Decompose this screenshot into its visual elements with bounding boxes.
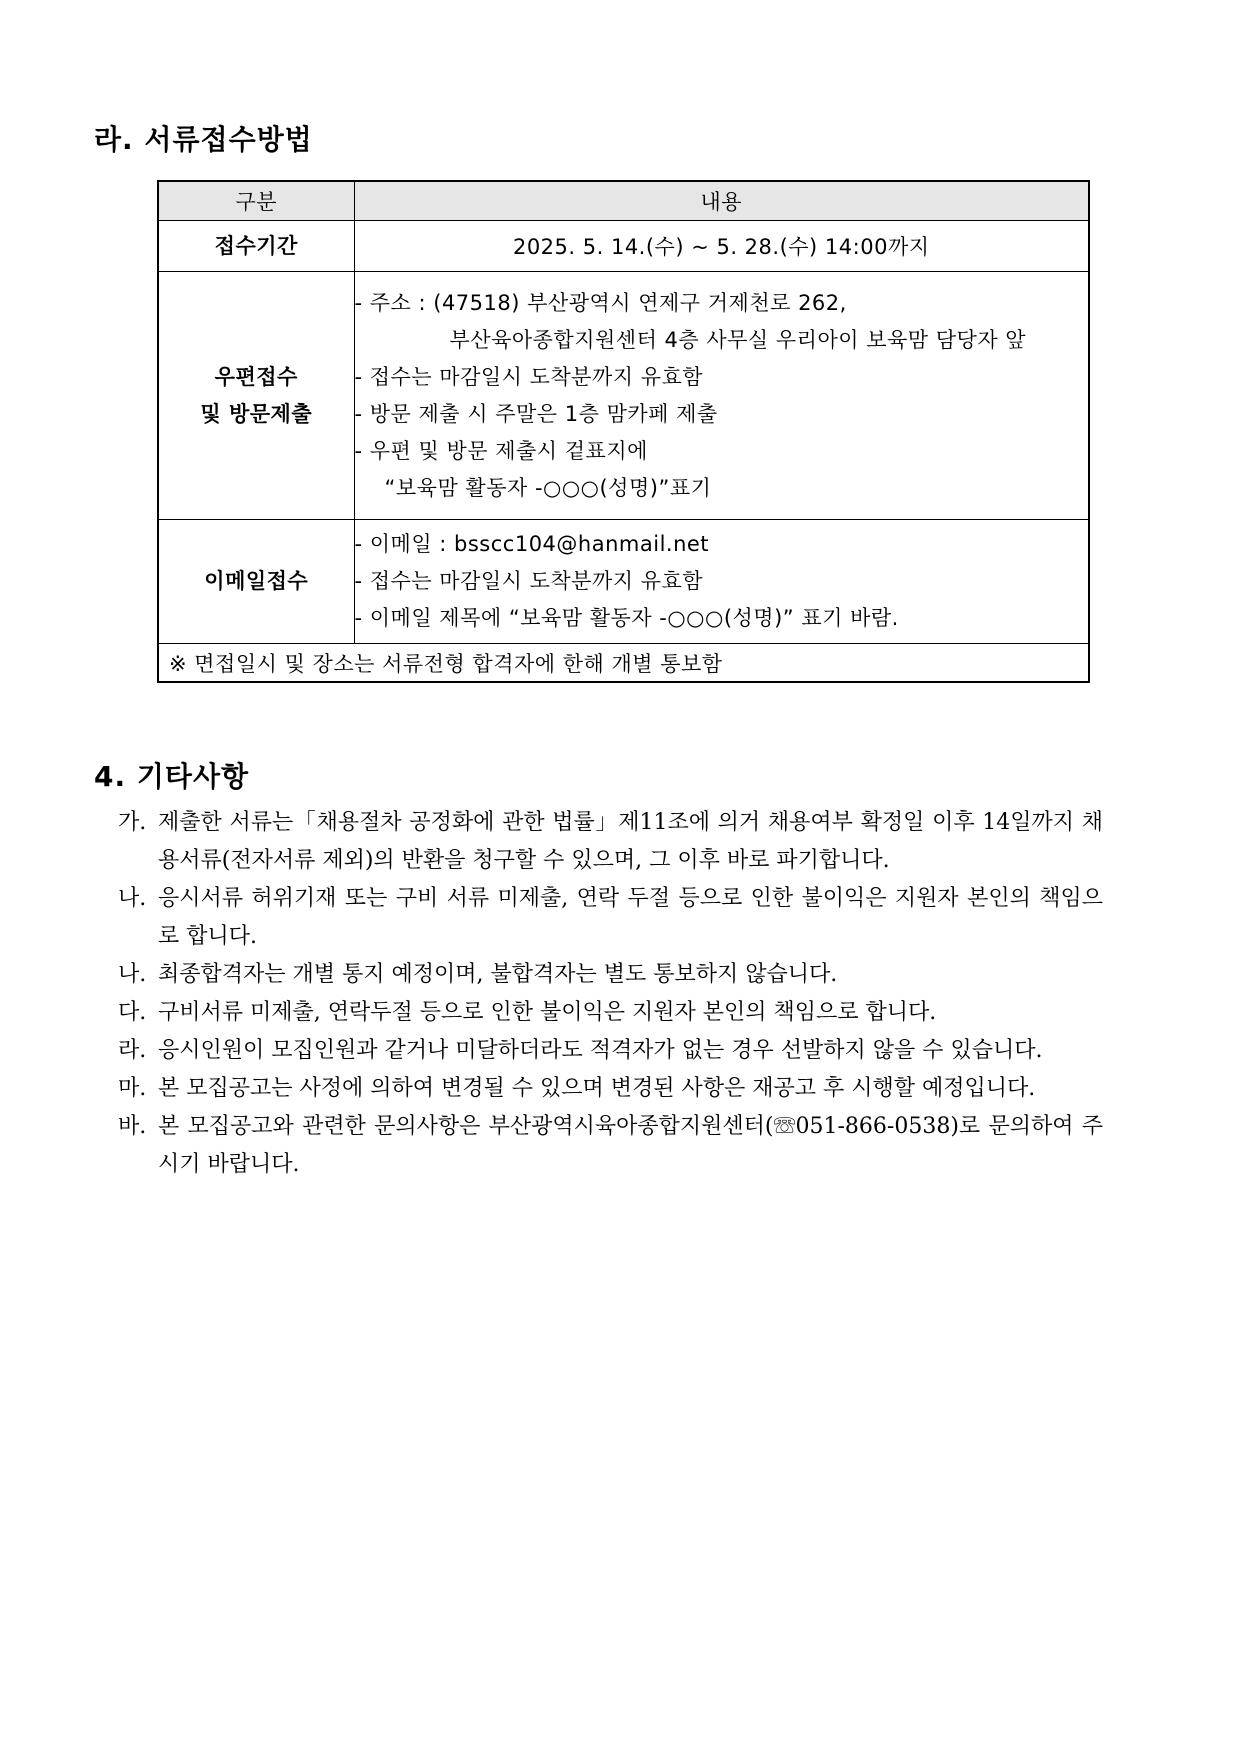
list-item — [118, 880, 1103, 956]
list-item-mark: 다. — [118, 1000, 147, 1025]
list-item — [118, 804, 1103, 880]
post-label — [158, 272, 354, 520]
period-label: 접수기간 — [158, 221, 354, 272]
post-cover-line: - 우편 및 방문 제출시 겉표지에 — [354, 438, 648, 463]
submission-method-table — [157, 180, 1090, 683]
list-item-text: 구비서류 미제출, 연락두절 등으로 인한 불이익은 지원자 본인의 책임으로 합니다. — [158, 1000, 937, 1025]
list-item-text: 응시서류 허위기재 또는 구비 서류 미제출, 연락 두절 등으로 인한 불이익은 지원자 본인의 책임으로 합니다. — [158, 886, 1103, 949]
list-item-text: 본 모집공고와 관련한 문의사항은 부산광역시육아종합지원센터(☏051-866-0538)로 문의하여 주시기 바랍니다. — [158, 1114, 1103, 1177]
post-validity-line: - 접수는 마감일시 도착분까지 유효함 — [354, 364, 704, 389]
interview-note: ※ 면접일시 및 장소는 서류전형 합격자에 한해 개별 통보함 — [158, 644, 1089, 683]
section-title-document-submission: 라. 서류접수방법 — [94, 123, 313, 156]
header-category: 구분 — [158, 181, 354, 221]
list-item-text: 응시인원이 모집인원과 같거나 미달하더라도 적격자가 없는 경우 선발하지 않을 수 있습니다. — [158, 1038, 1043, 1063]
post-weekend-line: - 방문 제출 시 주말은 1층 맘카페 제출 — [354, 401, 718, 426]
list-item-mark: 나. — [118, 962, 147, 987]
list-item-text: 제출한 서류는「채용절차 공정화에 관한 법률」제11조에 의거 채용여부 확정일 이후 14일까지 채용서류(전자서류 제외)의 반환을 청구할 수 있으며, 그 이후 바로 파기합니다. — [158, 810, 1103, 873]
email-address-line: - 이메일 : bsscc104@hanmail.net — [354, 532, 710, 556]
list-item — [118, 1032, 1103, 1070]
section-title-other-matters: 4. 기타사항 — [94, 760, 250, 793]
table-row-note — [158, 644, 1089, 683]
email-subject-line: - 이메일 제목에 “보육맘 활동자 -○○○(성명)” 표기 바람. — [354, 606, 899, 630]
table-row-period — [158, 221, 1089, 272]
list-item-mark: 바. — [118, 1114, 147, 1139]
post-address-line2: 부산육아종합지원센터 4층 사무실 우리아이 보육맘 담당자 앞 — [449, 327, 1027, 352]
list-item-mark: 마. — [118, 1076, 147, 1101]
email-content — [354, 520, 1089, 644]
list-item — [118, 1070, 1103, 1108]
list-item — [118, 956, 1103, 994]
post-label-line1: 우편접수 — [214, 364, 298, 389]
period-value: 2025. 5. 14.(수) ~ 5. 28.(수) 14:00까지 — [354, 221, 1089, 272]
post-label-line2: 및 방문제출 — [200, 401, 313, 426]
list-item — [118, 994, 1103, 1032]
post-address-line: - 주소 : (47518) 부산광역시 연제구 거제천로 262, — [354, 290, 847, 315]
list-item-mark: 가. — [118, 810, 147, 835]
list-item — [118, 1108, 1103, 1184]
table-row-email — [158, 520, 1089, 644]
header-content: 내용 — [354, 181, 1089, 221]
list-item-mark: 라. — [118, 1038, 147, 1063]
other-matters-list — [118, 804, 1103, 1184]
post-content — [354, 272, 1089, 520]
list-item-mark: 나. — [118, 886, 147, 911]
list-item-text: 본 모집공고는 사정에 의하여 변경될 수 있으며 변경된 사항은 재공고 후 시행할 예정입니다. — [158, 1076, 1036, 1101]
post-cover-mark-line: “보육맘 활동자 -○○○(성명)”표기 — [384, 475, 712, 500]
list-item-text: 최종합격자는 개별 통지 예정이며, 불합격자는 별도 통보하지 않습니다. — [158, 962, 838, 987]
table-header-row — [158, 181, 1089, 221]
email-label: 이메일접수 — [158, 520, 354, 644]
table-row-post — [158, 272, 1089, 520]
email-validity-line: - 접수는 마감일시 도착분까지 유효함 — [354, 569, 704, 593]
